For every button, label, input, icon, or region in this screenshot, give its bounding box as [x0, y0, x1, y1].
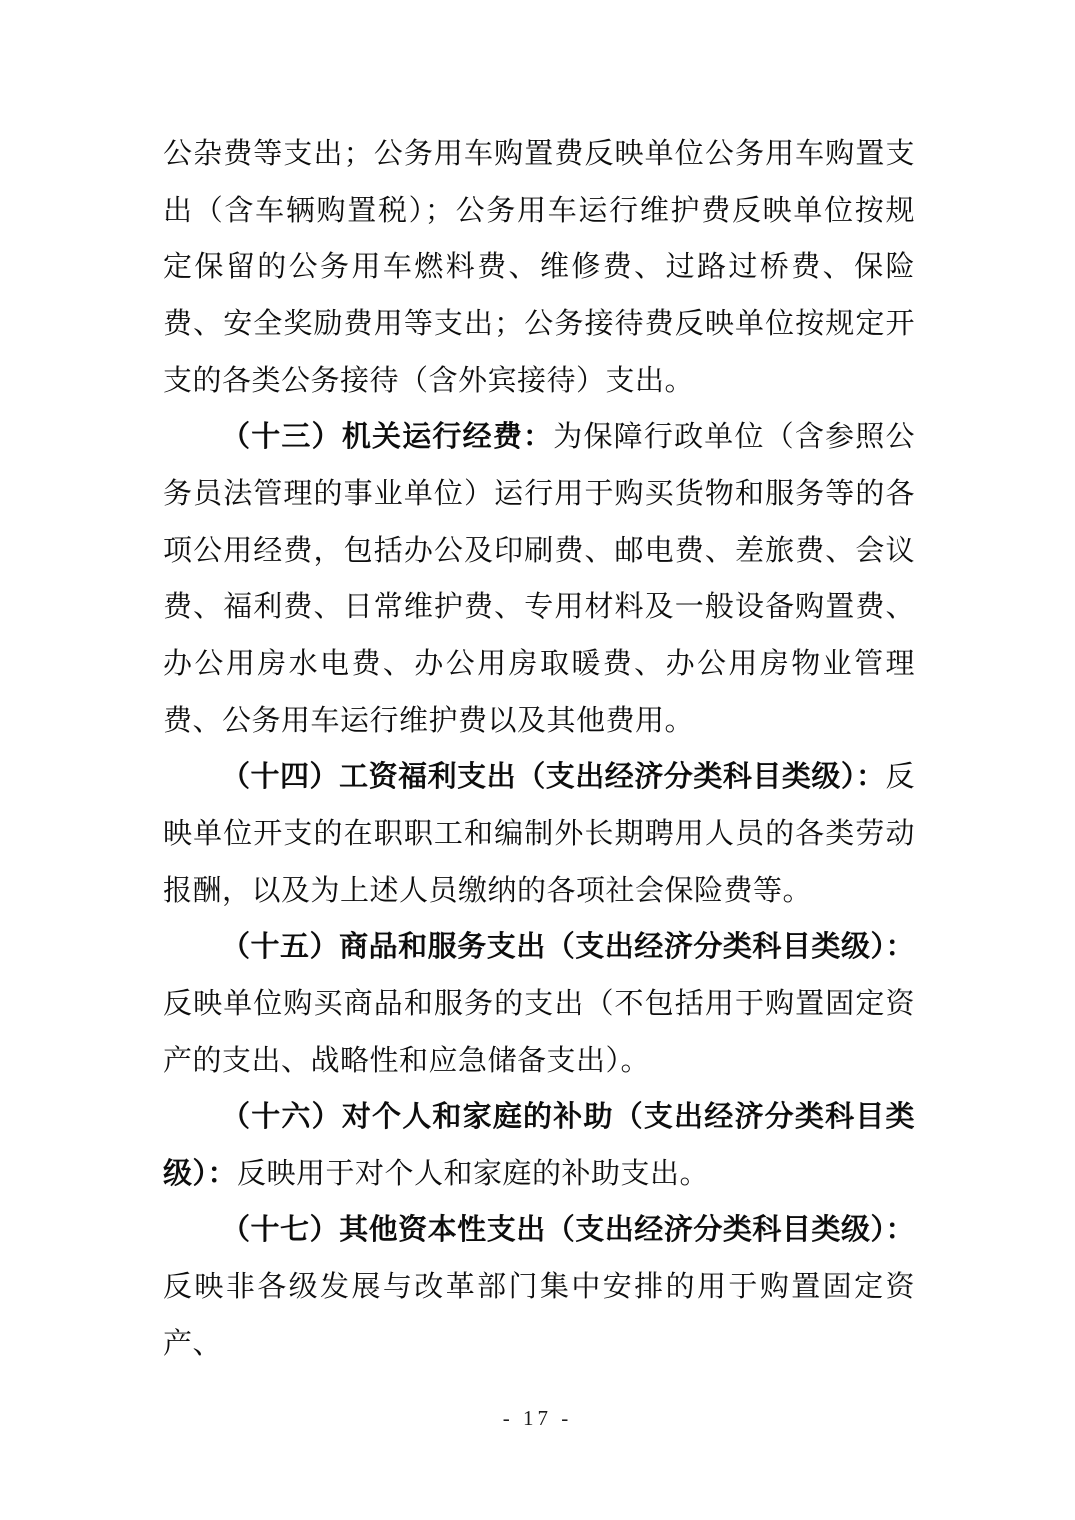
paragraph-text: 公杂费等支出；公务用车购置费反映单位公务用车购置支出（含车辆购置税）；公务用车运行维护费反映单位按规定保留的公务用车燃料费、维修费、过路过桥费、保险费、安全奖励费用等支出；公务接待费反映单位按规定开支的各类公务接待（含外宾接待）支出。: [163, 138, 915, 397]
paragraph-text: 反映用于对个人和家庭的补助支出。: [237, 1157, 710, 1190]
paragraph-text: 为保障行政单位（含参照公务员法管理的事业单位）运行用于购买货物和服务等的各项公用经费，包括办公及印刷费、邮电费、差旅费、会议费、福利费、日常维护费、专用材料及一般设备购置费、办公用房水电费、办公用房取暖费、办公用房物业管理费、公务用车运行维护费以及其他费用。: [163, 421, 915, 737]
paragraph-lead: （十七）其他资本性支出（支出经济分类科目类级）：: [221, 1214, 915, 1247]
page-footer: [0, 1406, 1075, 1431]
paragraph: [163, 749, 915, 919]
paragraph: [163, 409, 915, 749]
paragraph-lead: （十六）对个人和家庭的补助（支出经济分类科目类级）：: [163, 1101, 915, 1190]
paragraph-text: 反映单位购买商品和服务的支出（不包括用于购置固定资产的支出、战略性和应急储备支出）。: [163, 987, 915, 1077]
paragraph-lead: （十三）机关运行经费：: [221, 421, 554, 454]
paragraph-lead: （十五）商品和服务支出（支出经济分类科目类级）：: [221, 931, 915, 964]
paragraph: [163, 1089, 915, 1202]
paragraph: [163, 1202, 915, 1372]
paragraph-text: 反映非各级发展与改革部门集中安排的用于购置固定资产、: [163, 1271, 915, 1360]
paragraph: [163, 126, 915, 409]
document-body: [163, 126, 915, 1372]
paragraph-lead: （十四）工资福利支出（支出经济分类科目类级）：: [221, 761, 886, 794]
paragraph: [163, 919, 915, 1089]
page-number: - 17 -: [502, 1406, 573, 1430]
paragraph-text: 反映单位开支的在职职工和编制外长期聘用人员的各类劳动报酬，以及为上述人员缴纳的各项社会保险费等。: [163, 761, 915, 907]
